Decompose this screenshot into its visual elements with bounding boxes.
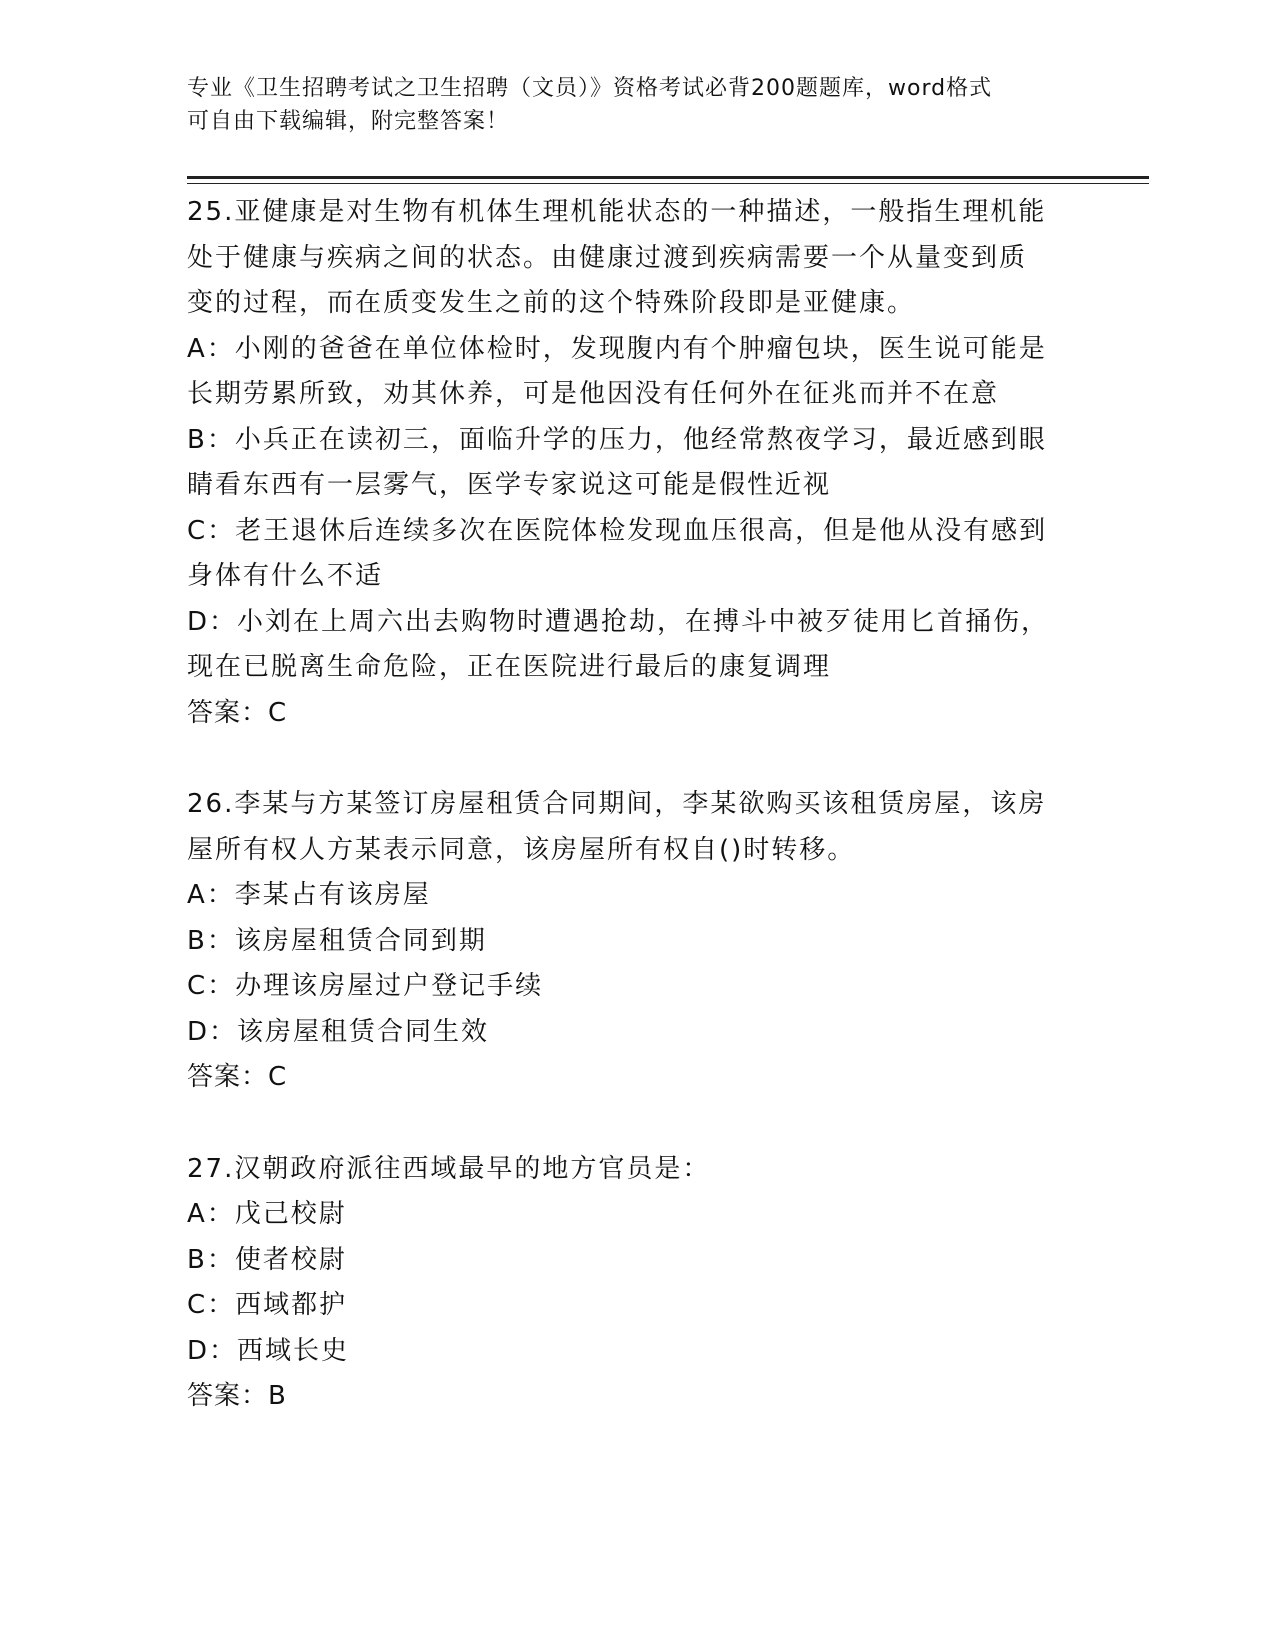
question-stem-line: 屋所有权人方某表示同意，该房屋所有权自()时转移。	[187, 834, 856, 865]
option-b	[187, 418, 1087, 509]
header-line-1: 专业《卫生招聘考试之卫生招聘（文员）》资格考试必背200题题库，word格式	[187, 76, 993, 101]
option-b: B：该房屋租赁合同到期	[187, 925, 487, 956]
question-list	[187, 190, 1087, 1466]
option-line: B：小兵正在读初三，面临升学的压力，他经常熬夜学习，最近感到眼	[187, 424, 1047, 455]
option-a: A：戊己校尉	[187, 1199, 347, 1229]
document-header	[187, 72, 1087, 138]
header-divider-thick	[187, 176, 1149, 179]
header-line-2: 可自由下载编辑，附完整答案！	[187, 109, 510, 134]
option-c: C：办理该房屋过户登记手续	[187, 971, 544, 1001]
question-27	[187, 1147, 1087, 1420]
question-stem-line: 变的过程，而在质变发生之前的这个特殊阶段即是亚健康。	[187, 288, 916, 318]
question-stem-line: 26.李某与方某签订房屋租赁合同期间，李某欲购买该租赁房屋，该房	[187, 789, 1047, 819]
option-a	[187, 327, 1087, 418]
option-d: D：西域长史	[187, 1335, 350, 1366]
option-line: 长期劳累所致，劝其休养，可是他因没有任何外在征兆而并不在意	[187, 379, 1000, 409]
option-line: A：小刚的爸爸在单位体检时，发现腹内有个肿瘤包块，医生说可能是	[187, 333, 1047, 364]
option-line: C：老王退休后连续多次在医院体检发现血压很高，但是他从没有感到	[187, 515, 1048, 546]
answer-label: 答案：B	[187, 1381, 287, 1411]
option-d	[187, 600, 1087, 691]
option-line: 身体有什么不适	[187, 561, 384, 591]
header-divider-thin	[187, 183, 1149, 184]
question-stem-line: 27.汉朝政府派往西域最早的地方官员是：	[187, 1153, 711, 1184]
option-b: B：使者校尉	[187, 1244, 347, 1275]
question-stem-line: 25.亚健康是对生物有机体生理机能状态的一种描述，一般指生理机能	[187, 197, 1047, 227]
question-26	[187, 782, 1087, 1101]
question-25	[187, 190, 1087, 736]
option-a: A：李某占有该房屋	[187, 880, 431, 910]
option-line: D：小刘在上周六出去购物时遭遇抢劫，在搏斗中被歹徒用匕首捅伤，	[187, 606, 1050, 637]
answer-label: 答案：C	[187, 1062, 288, 1092]
question-stem-line: 处于健康与疾病之间的状态。由健康过渡到疾病需要一个从量变到质	[187, 242, 1028, 273]
option-line: 睛看东西有一层雾气，医学专家说这可能是假性近视	[187, 470, 832, 500]
option-line: 现在已脱离生命危险，正在医院进行最后的康复调理	[187, 652, 832, 682]
option-d: D：该房屋租赁合同生效	[187, 1016, 490, 1047]
option-c: C：西域都护	[187, 1290, 348, 1320]
answer-label: 答案：C	[187, 697, 288, 728]
option-c	[187, 509, 1087, 600]
